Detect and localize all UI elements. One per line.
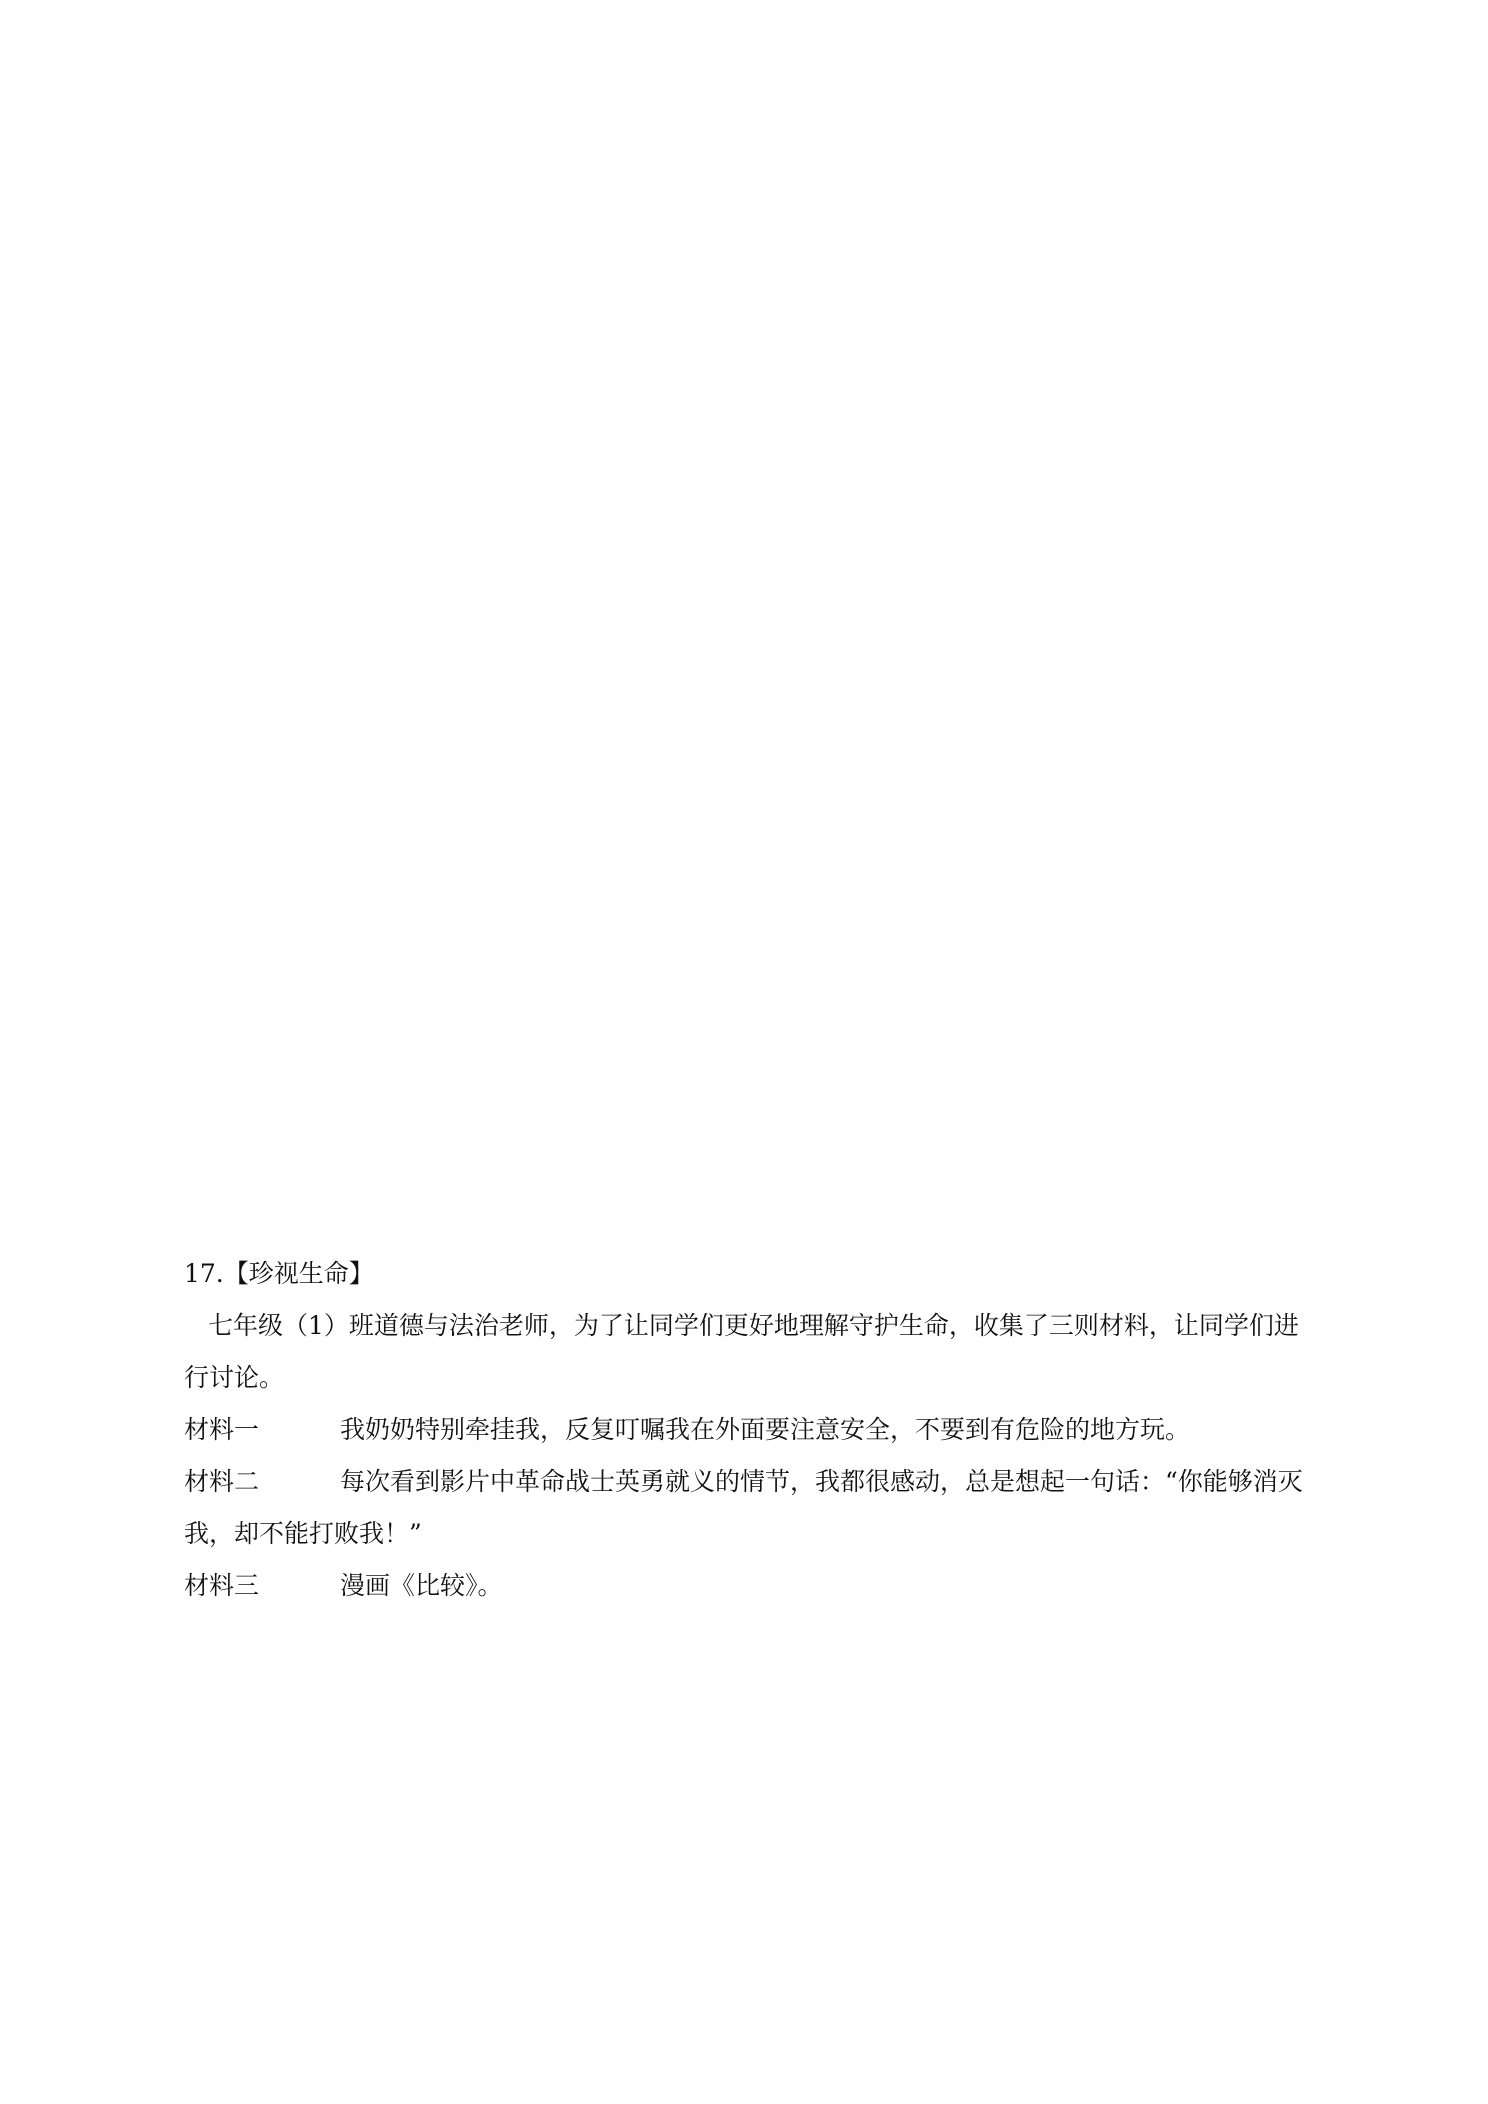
material-label: 材料一	[184, 1415, 260, 1444]
material-text: 每次看到影片中革命战士英勇就义的情节，我都很感动，总是想起一句话：“你能够消灭我，却不能打败我！”	[184, 1467, 1303, 1548]
material-three	[184, 1560, 1314, 1612]
material-text: 我奶奶特别牵挂我，反复叮嘱我在外面要注意安全，不要到有危险的地方玩。	[340, 1415, 1191, 1444]
material-label: 材料三	[184, 1571, 260, 1600]
material-two	[184, 1456, 1314, 1560]
material-text: 漫画《比较》。	[340, 1571, 503, 1600]
question-title: 17.【珍视生命】	[184, 1259, 374, 1288]
question-intro: 七年级（1）班道德与法治老师，为了让同学们更好地理解守护生命，收集了三则材料，让同学们进行讨论。	[184, 1311, 1299, 1392]
material-one	[184, 1404, 1314, 1456]
material-label: 材料二	[184, 1467, 260, 1496]
question-17	[184, 1248, 1314, 1612]
